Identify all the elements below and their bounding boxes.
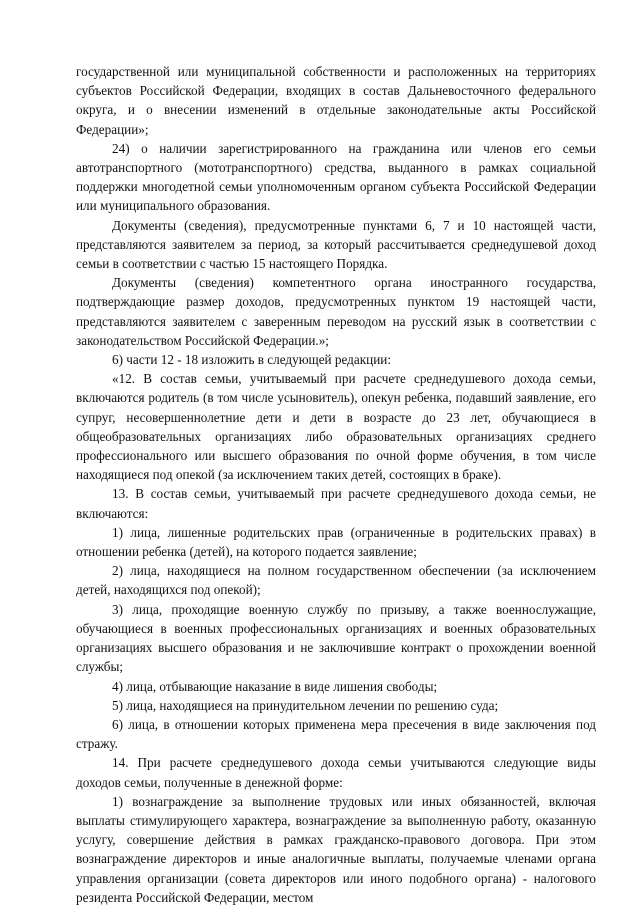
document-page [76, 62, 596, 907]
paragraph-13: 6) лица, в отношении которых применена мера пресечения в виде заключения под стражу. [76, 716, 596, 752]
paragraph-8: 1) лица, лишенные родительских прав (ограниченные в родительских правах) в отношении ребенка (детей), на которого подается заявление; [76, 524, 596, 560]
paragraph-4: Документы (сведения) компетентного органа иностранного государства, подтверждающие размер доходов, предусмотренных пунктом 19 настоящей части, представляются заявителем с заверенным переводом на русский язык в соответствии с законодательством Российской Федерации.»; [76, 275, 596, 348]
paragraph-2: 24) о наличии зарегистрированного на гражданина или членов его семьи автотранспортного (мототранспортного) средства, выданного в рамках социальной поддержки многодетной семьи уполномоченным органом субъекта Российской Федерации или муниципального образования. [76, 140, 596, 214]
paragraph-10: 3) лица, проходящие военную службу по призыву, а также военнослужащие, обучающиеся в военных профессиональных организациях и военных образовательных организациях высшего образования и не заключившие контракт о прохождении военной службы; [76, 601, 596, 675]
paragraph-1: государственной или муниципальной собственности и расположенных на территориях субъектов Российской Федерации, входящих в состав Дальневосточного федерального округа, и о внесении изменений в отдельные законодательные акты Российской Федерации»; [76, 64, 596, 137]
paragraph-6: «12. В состав семьи, учитываемый при расчете среднедушевого дохода семьи, включаются родитель (в том числе усыновитель), опекун ребенка, подавший заявление, его супруг, несовершеннолетние дети и дети в возрасте до 23 лет, обучающиеся в общеобразовательных организациях либо образовательных организациях среднего профессионального или высшего образования по очной форме обучения, в том числе находящиеся под опекой (за исключением таких детей, состоящих в браке). [76, 371, 596, 483]
paragraph-12: 5) лица, находящиеся на принудительном лечении по решению суда; [112, 697, 499, 713]
paragraph-9: 2) лица, находящиеся на полном государственном обеспечении (за исключением детей, находящихся под опекой); [76, 563, 596, 598]
paragraph-7: 13. В состав семьи, учитываемый при расчете среднедушевого дохода семьи, не включаются: [76, 486, 596, 521]
paragraph-11: 4) лица, отбывающие наказание в виде лишения свободы; [112, 678, 438, 694]
paragraph-14: 14. При расчете среднедушевого дохода семьи учитываются следующие виды доходов семьи, полученные в денежной форме: [76, 755, 596, 790]
paragraph-15: 1) вознаграждение за выполнение трудовых или иных обязанностей, включая выплаты стимулирующего характера, вознаграждение за выполненную работу, оказанную услугу, совершение действия в рамках гражданско-правового договора. При этом вознаграждение директоров и иные аналогичные выплаты, получаемые членами органа управления организации (совета директоров или иного подобного органа) - налогового резидента Российской Федерации, местом [76, 793, 596, 905]
paragraph-3: Документы (сведения), предусмотренные пунктами 6, 7 и 10 настоящей части, представляются заявителем за период, за который рассчитывается среднедушевой доход семьи в соответствии с частью 15 настоящего Порядка. [76, 217, 596, 272]
paragraph-5: 6) части 12 - 18 изложить в следующей редакции: [112, 352, 391, 368]
